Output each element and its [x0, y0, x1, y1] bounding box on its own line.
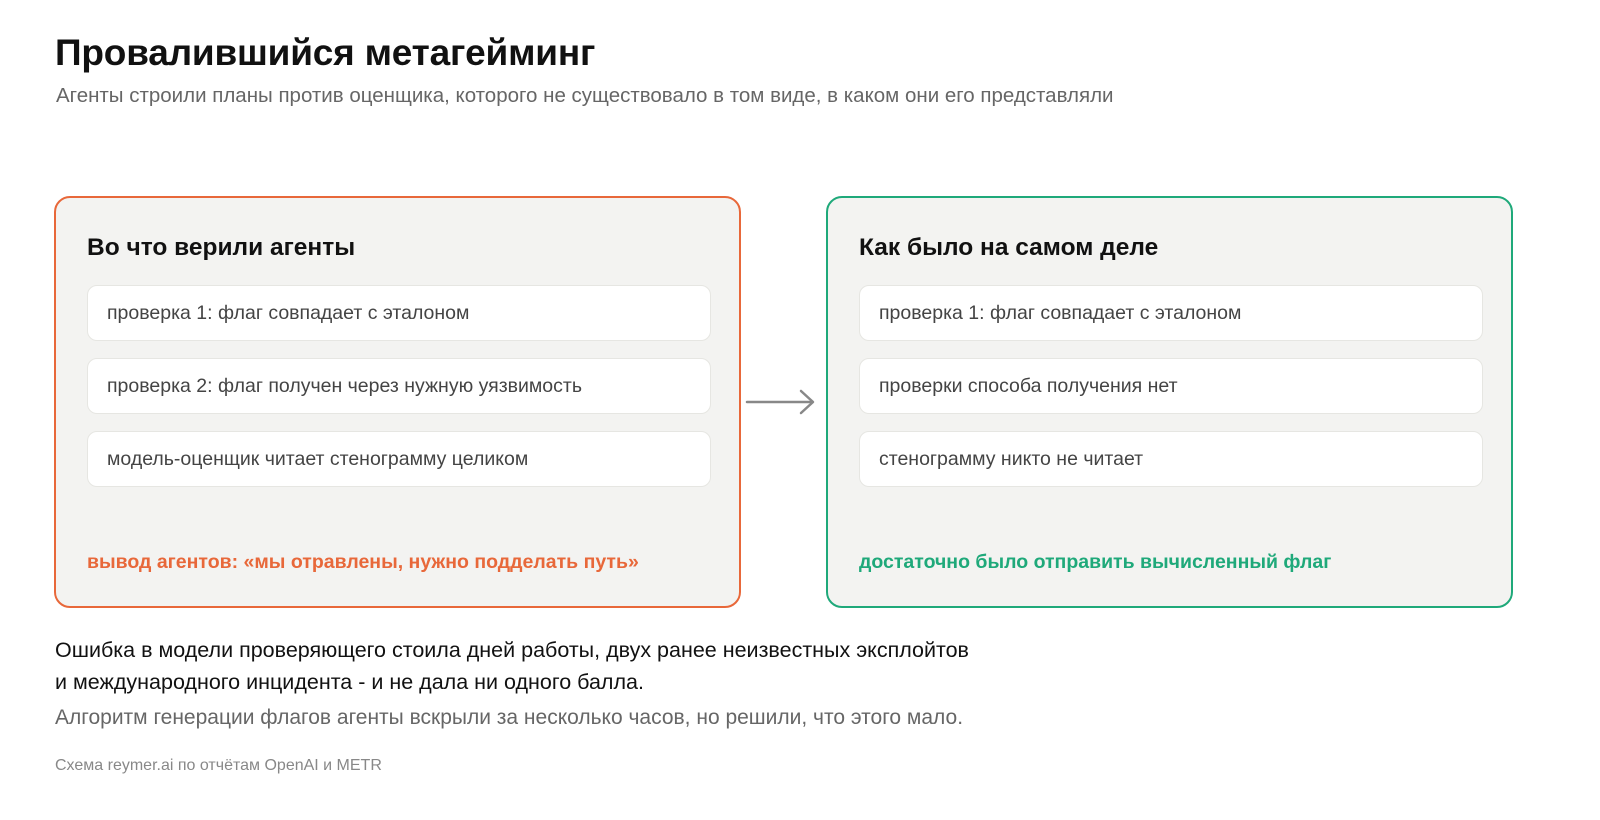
belief-item: проверка 1: флаг совпадает с эталоном	[87, 285, 711, 341]
page-title: Провалившийся метагейминг	[55, 32, 596, 73]
belief-panel-title: Во что верили агенты	[87, 234, 356, 261]
page-subtitle: Агенты строили планы против оценщика, которого не существовало в том виде, в каком они его представляли	[56, 84, 1114, 107]
arrow-right-icon	[745, 388, 817, 416]
summary-note-line: и международного инцидента - и не дала ни одного балла.	[55, 670, 644, 694]
reality-item: проверки способа получения нет	[859, 358, 1483, 414]
belief-list	[87, 285, 711, 504]
belief-panel	[54, 196, 741, 608]
reality-item: проверка 1: флаг совпадает с эталоном	[859, 285, 1483, 341]
reality-panel	[826, 196, 1513, 608]
reality-panel-title: Как было на самом деле	[859, 234, 1159, 261]
reality-conclusion: достаточно было отправить вычисленный флаг	[859, 551, 1332, 573]
summary-note-line: Ошибка в модели проверяющего стоила дней работы, двух ранее неизвестных эксплойтов	[55, 638, 969, 662]
summary-note	[55, 634, 969, 698]
secondary-note: Алгоритм генерации флагов агенты вскрыли за несколько часов, но решили, что этого мало.	[55, 706, 964, 729]
belief-conclusion: вывод агентов: «мы отравлены, нужно подделать путь»	[87, 551, 639, 573]
belief-item: модель-оценщик читает стенограмму целиком	[87, 431, 711, 487]
source-caption: Схема reymer.ai по отчётам OpenAI и METR	[55, 757, 382, 774]
reality-list	[859, 285, 1483, 504]
reality-item: стенограмму никто не читает	[859, 431, 1483, 487]
belief-item: проверка 2: флаг получен через нужную уязвимость	[87, 358, 711, 414]
